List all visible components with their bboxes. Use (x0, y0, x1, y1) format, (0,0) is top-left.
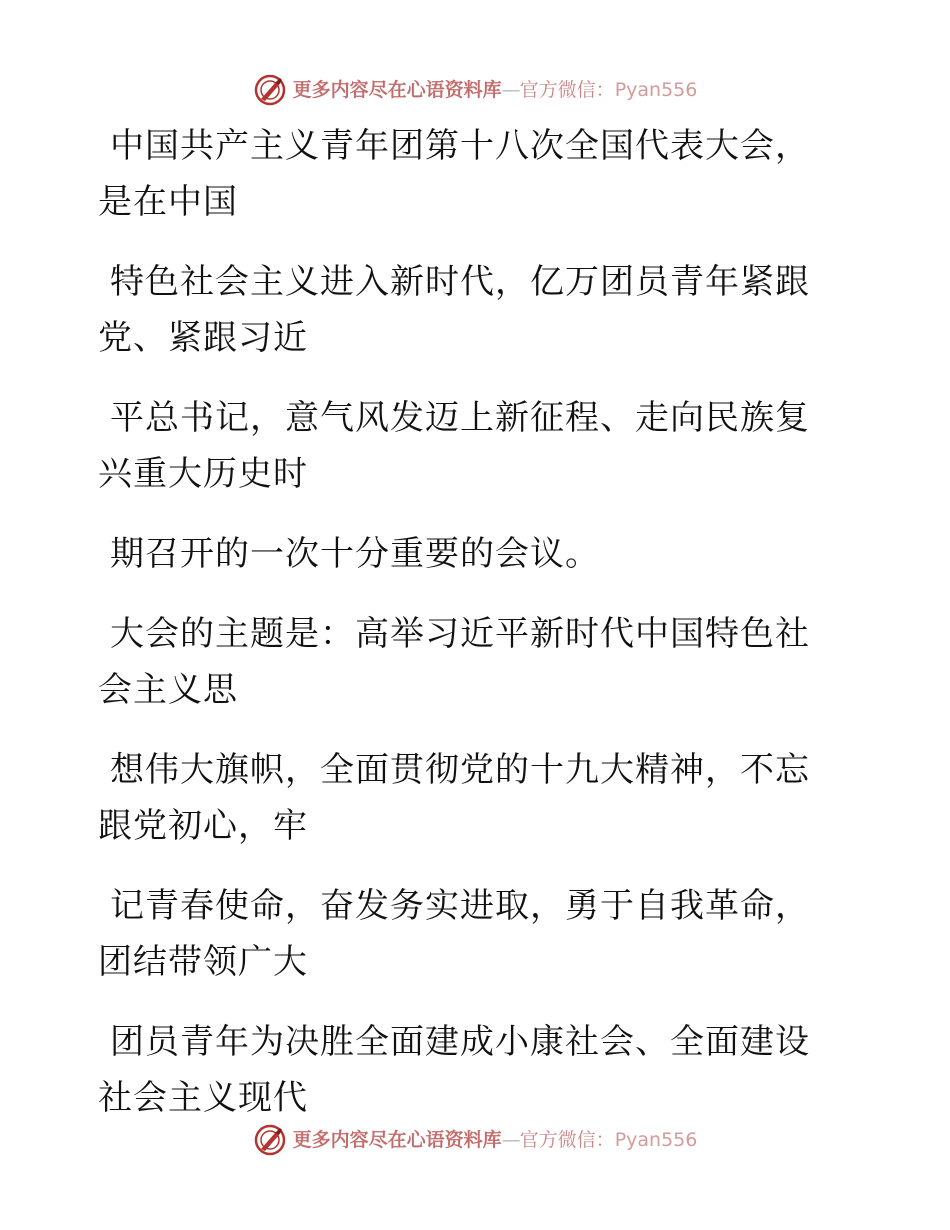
paragraph: 想伟大旗帜，全面贯彻党的十九大精神，不忘跟党初心，牢 (98, 750, 810, 846)
watermark-dash: — (501, 79, 520, 101)
watermark-dash: — (501, 1129, 520, 1151)
paragraph: 记青春使命，奋发务实进取，勇于自我革命，团结带领广大 (98, 886, 810, 982)
watermark-id: Pyan556 (614, 1129, 698, 1151)
paragraph: 团员青年为决胜全面建成小康社会、全面建设社会主义现代 (98, 1022, 810, 1118)
brand-logo-icon (253, 1123, 287, 1157)
watermark-id: Pyan556 (614, 79, 698, 101)
watermark-brand: 更多内容尽在心语资料库 (292, 1129, 502, 1151)
paragraph: 期召开的一次十分重要的会议。 (110, 534, 600, 574)
header-watermark (0, 72, 950, 108)
watermark-text (293, 72, 698, 108)
footer-watermark (0, 1122, 950, 1158)
paragraph: 大会的主题是：高举习近平新时代中国特色社会主义思 (98, 614, 810, 710)
paragraph: 平总书记，意气风发迈上新征程、走向民族复兴重大历史时 (98, 398, 810, 494)
brand-logo-icon (253, 73, 287, 107)
watermark-label: 官方微信： (519, 79, 615, 101)
paragraph: 中国共产主义青年团第十八次全国代表大会，是在中国 (98, 126, 810, 222)
watermark-text (293, 1122, 698, 1158)
watermark-label: 官方微信： (519, 1129, 615, 1151)
paragraph: 特色社会主义进入新时代，亿万团员青年紧跟党、紧跟习近 (98, 262, 810, 358)
watermark-brand: 更多内容尽在心语资料库 (292, 79, 502, 101)
document-body (98, 118, 838, 1150)
